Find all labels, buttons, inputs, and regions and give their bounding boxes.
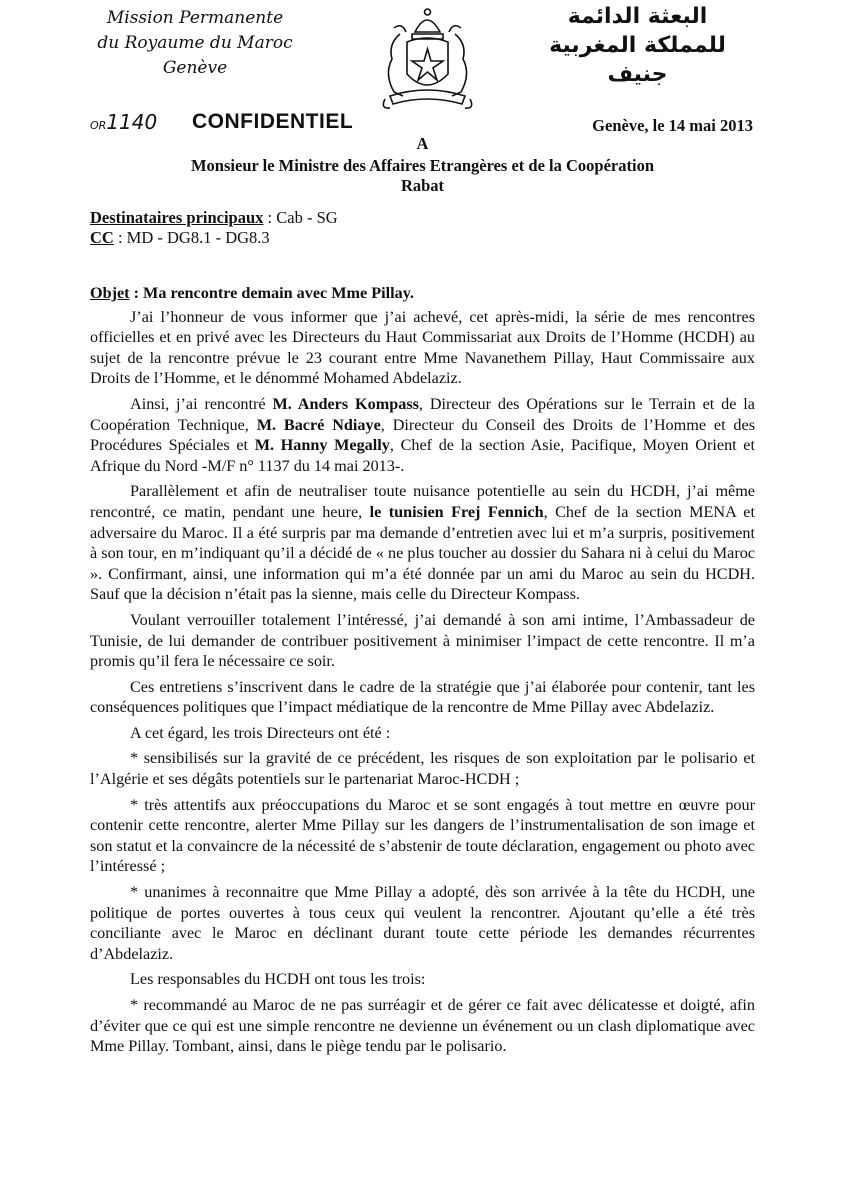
paragraph	[90, 481, 755, 605]
text-run: Les responsables du HCDH ont tous les trois:	[130, 970, 426, 989]
letterhead-line: Genève	[162, 58, 228, 78]
paragraph	[90, 748, 755, 789]
recipient-title: Monsieur le Ministre des Affaires Etrangères et de la Coopération	[190, 156, 654, 175]
letter-date: Genève, le 14 mai 2013	[592, 116, 753, 135]
letterhead-line: Mission Permanente	[106, 8, 284, 28]
text-run: * sensibilisés sur la gravité de ce précédent, les risques de son exploitation par le polisario et l’Algérie et ses dégâts potentiels sur le partenariat Maroc-HCDH ;	[90, 749, 755, 789]
text-run: , Chef de la section Asie, Pacifique, Moyen Orient et Afrique du Nord -M/F n° 1137 du 14 mai 2013-.	[90, 436, 755, 475]
paragraph	[90, 723, 755, 744]
paragraph	[90, 394, 755, 476]
handwritten-reference	[90, 110, 157, 134]
letterhead-line: جنيف	[607, 62, 668, 87]
paragraph	[90, 307, 755, 389]
letterhead-arabic	[530, 2, 745, 89]
text-run: * très attentifs aux préoccupations du Maroc et se sont engagés à tout mettre en œuvre pour contenir cette rencontre, alerter Mme Pillay sur les dangers de l’instrumentalisation de son image et son statut et la convaincre de la nécessité de s’abstenir de toute déclaration, engagement ou photo avec l’intéressé ;	[90, 795, 755, 876]
paragraph	[90, 882, 755, 964]
paragraph	[90, 969, 755, 990]
text-run: J’ai l’honneur de vous informer que j’ai achevé, cet après-midi, la série de mes rencontres officielles et en privé avec les Directeurs du Haut Commissariat aux Droits de l’Homme (HCDH) au sujet de la rencontre prévue le 23 courant entre Mme Navanethem Pillay, Haut Commissaire aux Droits de l’Homme, et le dénommé Mohamed Abdelaziz.	[90, 307, 755, 388]
reference-prefix: OR	[90, 119, 107, 132]
subject-label: Objet	[90, 284, 130, 302]
classification-stamp: CONFIDENTIEL	[192, 110, 354, 133]
subject-line	[90, 283, 755, 304]
letterhead-line: du Royaume du Maroc	[97, 33, 293, 53]
text-run: , Chef de la section MENA et adversaire du Maroc. Il a été surpris par ma demande d’entretien avec lui et m’a surpris, positivement à son tour, en m’indiquant qu’il a décidé de « ne plus toucher au dossier du Sahara ni à celui du Maroc ». Confirmant, ainsi, une information qui m’a été donnée par un ami du Maroc au sein du HCDH. Sauf que la décision n’était pas la sienne, mais celle du Directeur Kompass.	[90, 502, 755, 604]
bold-name: M. Bacré Ndiaye	[256, 415, 381, 434]
letterhead-line: البعثة الدائمة	[567, 4, 708, 29]
coat-of-arms-emblem	[370, 4, 485, 114]
text-run: * recommandé au Maroc de ne pas surréagir et de gérer ce fait avec délicatesse et doigté, afin d’éviter que ce qui est une simple rencontre ne devienne un événement ou un clash diplomatique avec Mme Pillay. Tombant, ainsi, dans le piège tendu par le polisario.	[90, 996, 755, 1056]
bold-name: M. Anders Kompass	[272, 394, 419, 413]
paragraph	[90, 795, 755, 877]
main-recipients-value: : Cab - SG	[263, 208, 338, 227]
text-run: Parallèlement et afin de neutraliser toute nuisance potentielle au sein du HCDH, j’ai même rencontré, ce matin, pendant une heure,	[90, 482, 755, 521]
subject-value: : Ma rencontre demain avec Mme Pillay.	[129, 284, 414, 302]
paragraph	[90, 610, 755, 672]
cc-recipients	[90, 228, 270, 248]
text-run: Ces entretiens s’inscrivent dans le cadre de la stratégie que j’ai élaborée pour contenir, tant les conséquences politiques que l’impact médiatique de la rencontre de Mme Pillay avec Abdelaziz.	[90, 677, 755, 717]
letterhead-line: للمملكة المغربية	[549, 33, 726, 58]
bold-name: M. Hanny Megally	[254, 436, 390, 455]
letter-body	[90, 283, 755, 1062]
text-run: , Directeur du Conseil des Droits de l’Homme et des Procédures Spéciales et	[90, 415, 756, 455]
main-recipients	[90, 208, 338, 228]
text-run: , Directeur des Opérations sur le Terrain et de la Coopération Technique,	[90, 394, 755, 434]
text-run: A cet égard, les trois Directeurs ont été :	[130, 723, 391, 742]
cc-value: : MD - DG8.1 - DG8.3	[113, 228, 270, 247]
text-run: Voulant verrouiller totalement l’intéressé, j’ai demandé à son ami intime, l’Ambassadeur de Tunisie, de lui demander de contribuer positivement à minimiser l’impact de cette rencontre. Il m’a promis qu’il fera le nécessaire ce soir.	[90, 610, 755, 671]
paragraph	[90, 995, 755, 1057]
text-run: Ainsi, j’ai rencontré	[130, 394, 273, 413]
main-recipients-label: Destinataires principaux	[90, 208, 264, 227]
letterhead-french	[95, 6, 295, 81]
reference-number: 1140	[106, 110, 158, 134]
recipient-to: A	[416, 134, 429, 153]
text-run: * unanimes à reconnaitre que Mme Pillay a adopté, dès son arrivée à la tête du HCDH, une politique de portes ouvertes à tous ceux qui veulent la rencontrer. Ajoutant qu’elle a été très conciliante avec le Maroc en déclinant durant toute cette période les demandes récurrentes d’Abdelaziz.	[90, 883, 755, 963]
paragraph	[90, 677, 755, 718]
bold-name: le tunisien Frej Fennich	[369, 502, 544, 521]
recipient-city: Rabat	[400, 176, 445, 195]
cc-label: CC	[90, 228, 114, 247]
